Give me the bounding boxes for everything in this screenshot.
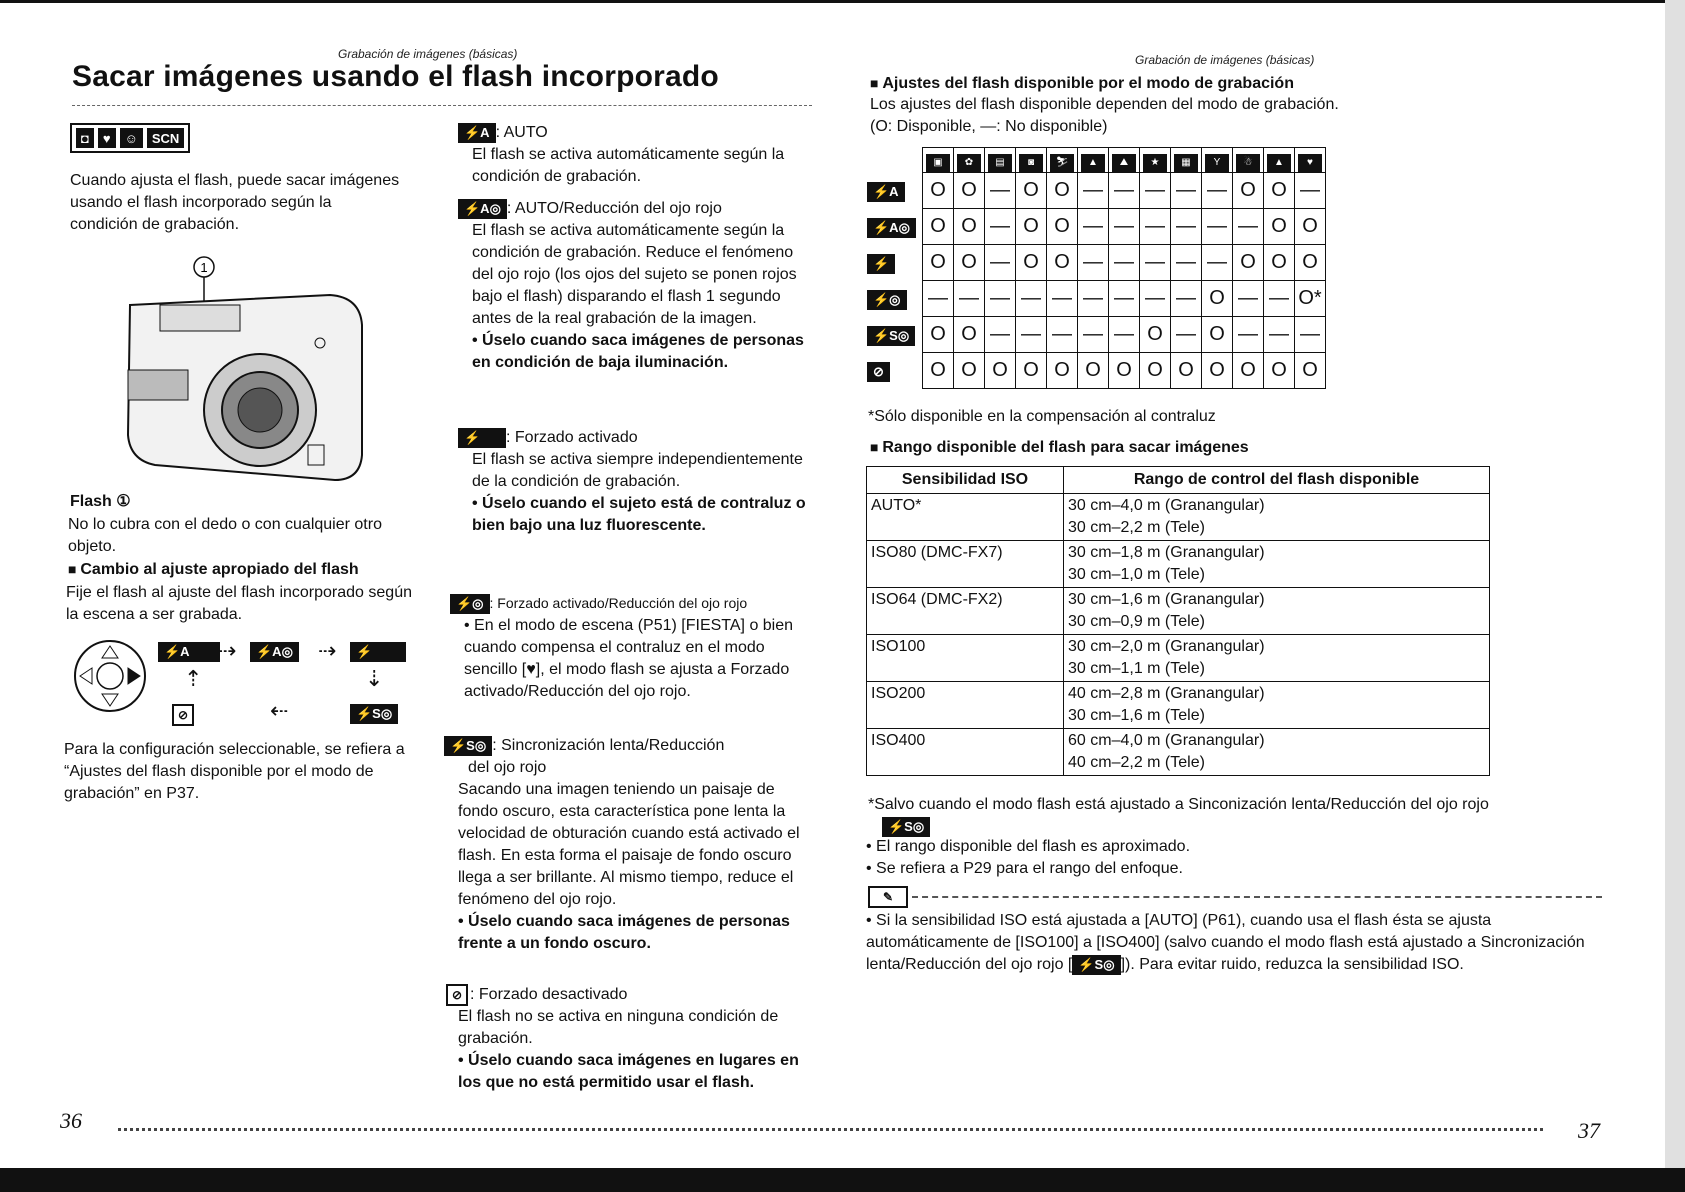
top-border	[0, 0, 1685, 3]
flash-off-icon: ⊘	[446, 984, 468, 1006]
flash-forced-icon: ⚡	[350, 642, 406, 662]
avail-cell: —	[985, 209, 1016, 245]
avail-cell: —	[1264, 317, 1295, 353]
flash-off-icon: ⊘	[172, 704, 194, 726]
avail-cell: —	[1078, 245, 1109, 281]
avail-cell: —	[1078, 281, 1109, 317]
avail-cell: —	[1140, 173, 1171, 209]
mode-icon: ✿	[957, 154, 981, 172]
arrow-left-icon: ⇠	[270, 698, 289, 723]
page-title: Sacar imágenes usando el flash incorporado	[72, 60, 719, 93]
avail-cell: O	[1202, 281, 1233, 317]
flash-mode-icon: ⚡	[867, 254, 895, 274]
flash-auto-icon: ⚡A	[458, 123, 496, 143]
avail-cell: O	[923, 317, 954, 353]
flash-auto-icon: ⚡A	[158, 642, 220, 662]
avail-cell: O	[1016, 245, 1047, 281]
callout-number: 1	[200, 260, 208, 275]
avail-cell: —	[1078, 317, 1109, 353]
mode-icon: ▲	[1267, 154, 1291, 172]
avail-cell: O	[1264, 353, 1295, 389]
flash-label: Flash ①	[70, 493, 131, 510]
range-values	[1064, 588, 1490, 635]
flash-slow-sync-icon: ⚡S◎	[882, 817, 930, 837]
flash-slow-sync-icon: ⚡S◎	[350, 704, 398, 724]
avail-cell: O	[985, 353, 1016, 389]
avail-cell: —	[1171, 281, 1202, 317]
mode-icons	[70, 123, 190, 153]
range-wide: 30 cm–2,0 m (Granangular)	[1068, 638, 1265, 655]
avail-cell: —	[985, 245, 1016, 281]
flash-mode-icon: ⚡S◎	[867, 326, 915, 346]
mode-icon: ★	[1143, 154, 1167, 172]
flash-off-section: ⊘ : Forzado desactivado El flash no se activa en ninguna condición de grabación. • Úselo cuando saca imágenes en lugares en los que no está permitido usar el flash.	[444, 984, 814, 1094]
scn-mode-icon: SCN	[147, 128, 184, 148]
arrow-down-icon: ⇣	[365, 666, 384, 691]
avail-cell: —	[1109, 245, 1140, 281]
range-iso: ISO80 (DMC-FX7)	[867, 541, 1064, 588]
camera-mode-icon: ◘	[76, 128, 94, 148]
range-iso: AUTO*	[867, 494, 1064, 541]
avail-cell: —	[1016, 317, 1047, 353]
avail-row	[867, 281, 1326, 317]
flash-mode-icon: ⚡A	[867, 182, 905, 202]
cross-key-icon	[72, 638, 148, 714]
range-tele: 30 cm–1,0 m (Tele)	[1068, 566, 1205, 583]
avail-cell: O	[1202, 353, 1233, 389]
avail-cell: —	[1171, 317, 1202, 353]
avail-cell: —	[954, 281, 985, 317]
range-header-row	[867, 467, 1490, 494]
avail-cell: O	[954, 353, 985, 389]
camera-illustration	[120, 255, 370, 485]
mode-icon: ♥	[1298, 154, 1322, 172]
avail-cell: O	[1140, 317, 1171, 353]
range-values	[1064, 494, 1490, 541]
mode-icon: ▦	[1174, 154, 1198, 172]
range-tele: 30 cm–2,2 m (Tele)	[1068, 519, 1205, 536]
avail-cell: —	[1047, 317, 1078, 353]
avail-cell: O	[923, 209, 954, 245]
range-iso: ISO400	[867, 729, 1064, 776]
avail-cell: O	[1295, 245, 1326, 281]
avail-cell: —	[1233, 209, 1264, 245]
mode-icon: Y	[1205, 154, 1229, 172]
range-note1: *Salvo cuando el modo flash está ajustado a Sinconización lenta/Reducción del ojo rojo ⚡S◎	[868, 794, 1618, 838]
avail-cell: O	[1016, 353, 1047, 389]
mode-icon: ⛰	[1112, 154, 1136, 172]
config-text: Para la configuración seleccionable, se refiera a “Ajustes del flash disponible por el modo de grabación” en P37.	[64, 741, 405, 802]
range-wide: 30 cm–1,6 m (Granangular)	[1068, 591, 1265, 608]
range-row	[867, 682, 1490, 729]
arrow-up-icon: ⇡	[184, 666, 203, 691]
avail-cell: O	[1047, 209, 1078, 245]
title-rule	[72, 105, 812, 106]
avail-cell: O	[954, 209, 985, 245]
range-row	[867, 588, 1490, 635]
range-row	[867, 729, 1490, 776]
avail-cell: —	[1109, 173, 1140, 209]
range-wide: 40 cm–2,8 m (Granangular)	[1068, 685, 1265, 702]
availability-table	[867, 147, 1326, 389]
range-values	[1064, 682, 1490, 729]
baby-mode-icon: ☺	[120, 128, 143, 148]
avail-row	[867, 245, 1326, 281]
mode-icon: ▤	[988, 154, 1012, 172]
range-header-iso: Sensibilidad ISO	[867, 467, 1064, 494]
avail-cell: O	[954, 173, 985, 209]
avail-cell: —	[1233, 317, 1264, 353]
avail-cell: O	[1078, 353, 1109, 389]
forced-redeye-section: ⚡◎ : Forzado activado/Reducción del ojo rojo • En el modo de escena (P51) [FIESTA] o bien cuando compensa el contraluz en el modo sencillo [♥], el modo flash se ajusta a Forzado activado/Reducción del ojo rojo.	[450, 592, 810, 703]
running-head-left: Grabación de imágenes (básicas)	[338, 47, 518, 61]
avail-cell: O	[1264, 209, 1295, 245]
heart-mode-icon: ♥	[98, 128, 116, 148]
avail-row	[867, 317, 1326, 353]
avail-cell: —	[985, 281, 1016, 317]
arrow-right-icon: ⇢	[218, 638, 237, 663]
range-iso: ISO64 (DMC-FX2)	[867, 588, 1064, 635]
flash-slow-sync-icon: ⚡S◎	[1072, 955, 1120, 975]
range-row	[867, 635, 1490, 682]
avail-cell: O	[1233, 245, 1264, 281]
flash-auto-redeye-icon: ⚡A◎	[250, 642, 299, 662]
avail-cell: O	[1047, 173, 1078, 209]
avail-cell: O	[1109, 353, 1140, 389]
avail-row	[867, 209, 1326, 245]
avail-cell: —	[1233, 281, 1264, 317]
right-edge	[1665, 0, 1685, 1168]
range-iso: ISO100	[867, 635, 1064, 682]
running-head-right: Grabación de imágenes (básicas)	[1135, 53, 1315, 67]
avail-cell: O	[1264, 245, 1295, 281]
avail-text2: (O: Disponible, —: No disponible)	[870, 118, 1108, 135]
avail-cell: O	[1016, 209, 1047, 245]
avail-row	[867, 353, 1326, 389]
avail-cell: —	[1202, 209, 1233, 245]
auto-redeye-section: ⚡A◎ : AUTO/Reducción del ojo rojo El flash se activa automáticamente según la condición de grabación. Reduce el fenómeno del ojo rojo (los ojos del sujeto se ponen rojos bajo el flash) disparando el flash 1 segundo antes de la real grabación de la imagen. • Úselo cuando saca imágenes de personas en condición de baja iluminación.	[458, 198, 808, 374]
flash-auto-redeye-icon: ⚡A◎	[458, 199, 507, 219]
avail-cell: —	[1264, 281, 1295, 317]
range-values	[1064, 541, 1490, 588]
flash-forced-redeye-icon: ⚡◎	[450, 594, 490, 614]
bottom-bar	[0, 1168, 1685, 1192]
avail-heading: ■ Ajustes del flash disponible por el modo de grabación	[870, 72, 1294, 95]
range-iso: ISO200	[867, 682, 1064, 729]
avail-cell: O	[1171, 353, 1202, 389]
range-row	[867, 541, 1490, 588]
avail-cell: —	[1140, 245, 1171, 281]
avail-cell: —	[1109, 281, 1140, 317]
mode-icon: ◙	[1019, 154, 1043, 172]
mode-icon: ☃	[1236, 154, 1260, 172]
change-heading: ■ Cambio al ajuste apropiado del flash	[68, 558, 359, 581]
avail-cell: —	[1171, 209, 1202, 245]
avail-cell: O*	[1295, 281, 1326, 317]
range-tele: 30 cm–1,6 m (Tele)	[1068, 707, 1205, 724]
forced-section: ⚡ : Forzado activado El flash se activa siempre independientemente de la condición de grabación. • Úselo cuando el sujeto está de contraluz o bien bajo una luz fluorescente.	[458, 427, 808, 537]
avail-cell: O	[1295, 209, 1326, 245]
avail-footnote: *Sólo disponible en la compensación al contraluz	[868, 408, 1216, 425]
avail-text1: Los ajustes del flash disponible dependen del modo de grabación.	[870, 96, 1339, 113]
range-header-range: Rango de control del flash disponible	[1064, 467, 1490, 494]
avail-cell: O	[1047, 245, 1078, 281]
flash-slow-sync-icon: ⚡S◎	[444, 736, 492, 756]
mode-icon: ▣	[926, 154, 950, 172]
page-number-right: 37	[1578, 1118, 1600, 1143]
range-tele: 40 cm–2,2 m (Tele)	[1068, 754, 1205, 771]
avail-cell: O	[923, 353, 954, 389]
flash-mode-icon: ⊘	[867, 362, 890, 382]
bottom-rule	[118, 1128, 1543, 1131]
avail-cell: —	[1078, 173, 1109, 209]
flash-forced-icon: ⚡	[458, 428, 506, 448]
avail-cell: —	[1016, 281, 1047, 317]
avail-cell: O	[923, 173, 954, 209]
avail-cell: O	[1295, 353, 1326, 389]
avail-cell: —	[1140, 209, 1171, 245]
avail-cell: —	[1202, 173, 1233, 209]
avail-cell: —	[1109, 317, 1140, 353]
memo-text: • Si la sensibilidad ISO está ajustada a [AUTO] (P61), cuando usa el flash ésta se ajusta automáticamente de [ISO100] a [ISO400] (salvo cuando el modo flash está ajustado a Sincronización lenta/Reducción del ojo rojo [ ⚡S◎ ]). Para evitar ruido, reduzca la sensibilidad ISO.	[866, 910, 1606, 976]
range-wide: 30 cm–1,8 m (Granangular)	[1068, 544, 1265, 561]
avail-cell: —	[1202, 245, 1233, 281]
flash-note: No lo cubra con el dedo o con cualquier otro objeto.	[68, 516, 382, 555]
slow-sync-section: ⚡S◎ : Sincronización lenta/Reducción del ojo rojo Sacando una imagen teniendo un paisaje de fondo oscuro, esta característica pone lenta la velocidad de obturación cuando está activado el flash. En esta forma el paisaje de fondo oscuro llega a ser brillante. Al mismo tiempo, reduce el fenómeno del ojo rojo. • Úselo cuando saca imágenes de personas frente a un fondo oscuro.	[444, 735, 814, 955]
avail-cell: O	[1016, 173, 1047, 209]
avail-cell: —	[985, 173, 1016, 209]
avail-cell: —	[1171, 173, 1202, 209]
range-tele: 30 cm–0,9 m (Tele)	[1068, 613, 1205, 630]
heart-icon: ♥	[526, 661, 536, 678]
range-wide: 60 cm–4,0 m (Granangular)	[1068, 732, 1265, 749]
mode-icon: ▲	[1081, 154, 1105, 172]
avail-cell: O	[1202, 317, 1233, 353]
change-text: Fije el flash al ajuste del flash incorporado según la escena a ser grabada.	[66, 584, 412, 623]
range-note2: • El rango disponible del flash es aproximado.	[866, 836, 1190, 858]
range-row	[867, 494, 1490, 541]
avail-cell: O	[923, 245, 954, 281]
avail-cell: O	[1140, 353, 1171, 389]
avail-cell: O	[1264, 173, 1295, 209]
range-table	[866, 466, 1490, 776]
avail-cell: —	[1140, 281, 1171, 317]
page-number-left: 36	[60, 1108, 82, 1133]
avail-cell: —	[1109, 209, 1140, 245]
arrow-right-icon: ⇢	[318, 638, 337, 663]
avail-cell: O	[1233, 353, 1264, 389]
range-values	[1064, 729, 1490, 776]
memo-rule	[912, 896, 1602, 898]
memo-icon: ✎	[868, 886, 908, 908]
intro-text: Cuando ajusta el flash, puede sacar imágenes usando el flash incorporado según la condición de grabación.	[70, 172, 400, 233]
avail-header-row	[867, 148, 1326, 173]
range-wide: 30 cm–4,0 m (Granangular)	[1068, 497, 1265, 514]
avail-cell: —	[1078, 209, 1109, 245]
range-heading: ■ Rango disponible del flash para sacar imágenes	[870, 436, 1249, 459]
avail-cell: O	[1047, 353, 1078, 389]
avail-cell: —	[1171, 245, 1202, 281]
range-values	[1064, 635, 1490, 682]
avail-cell: —	[985, 317, 1016, 353]
flash-mode-icon: ⚡◎	[867, 290, 907, 310]
avail-cell: O	[1233, 173, 1264, 209]
avail-cell: O	[954, 245, 985, 281]
avail-cell: —	[1295, 317, 1326, 353]
flash-mode-icon: ⚡A◎	[867, 218, 916, 238]
avail-cell: O	[954, 317, 985, 353]
avail-cell: —	[923, 281, 954, 317]
range-tele: 30 cm–1,1 m (Tele)	[1068, 660, 1205, 677]
mode-icon: ⛷	[1050, 154, 1074, 172]
range-note3: • Se refiera a P29 para el rango del enfoque.	[866, 858, 1183, 880]
avail-cell: —	[1047, 281, 1078, 317]
avail-row	[867, 173, 1326, 209]
auto-section: ⚡A : AUTO El flash se activa automáticamente según la condición de grabación.	[458, 122, 808, 188]
avail-cell: —	[1295, 173, 1326, 209]
